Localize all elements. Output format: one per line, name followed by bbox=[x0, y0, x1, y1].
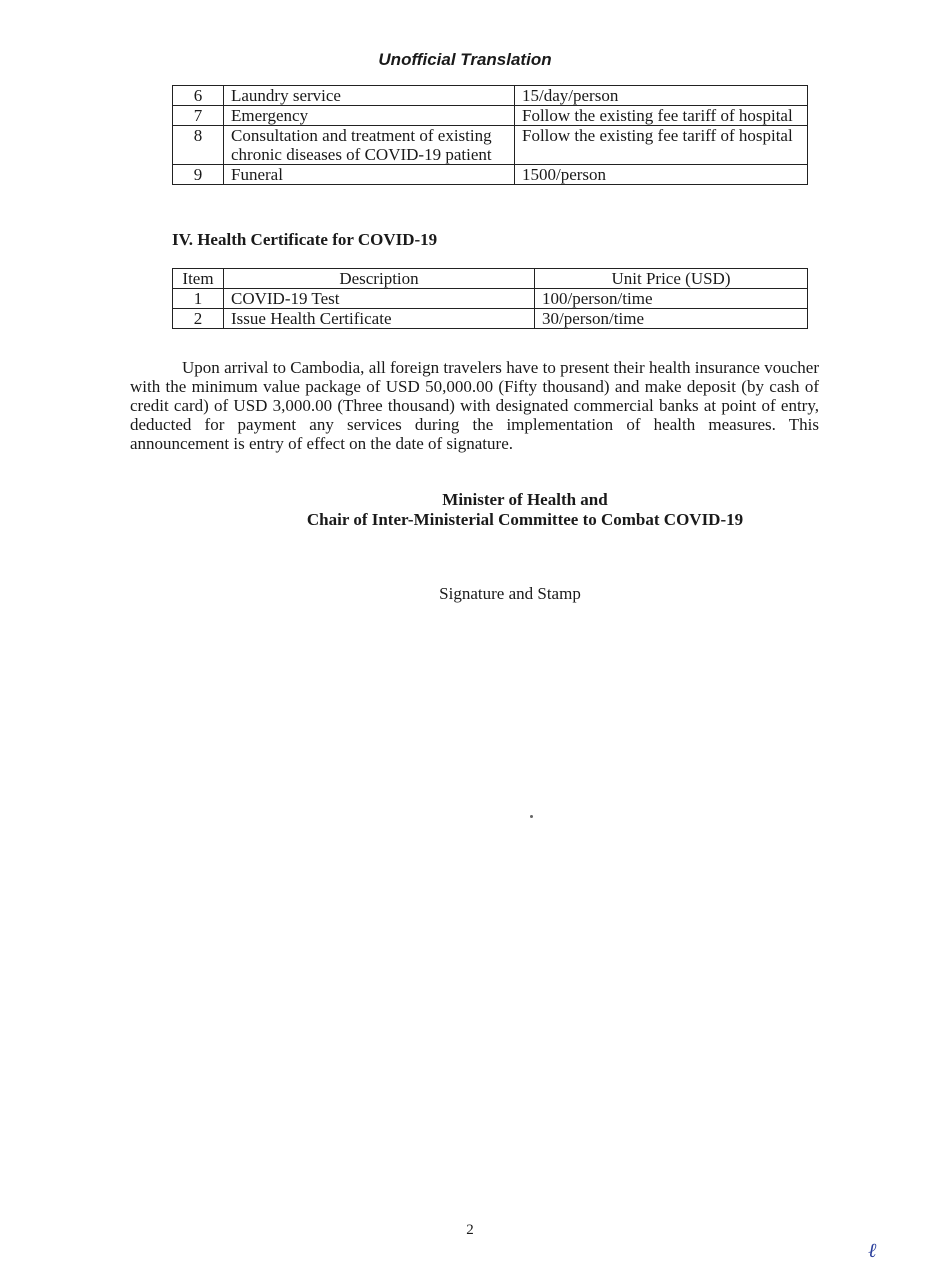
scan-speck bbox=[530, 815, 533, 818]
signatory-line-1: Minister of Health and bbox=[442, 490, 608, 509]
column-header-unit-price: Unit Price (USD) bbox=[535, 269, 808, 289]
item-description: Laundry service bbox=[224, 86, 515, 106]
signatory-title bbox=[240, 490, 810, 530]
section-heading: IV. Health Certificate for COVID-19 bbox=[172, 230, 438, 249]
item-number: 1 bbox=[173, 289, 224, 309]
item-number: 2 bbox=[173, 309, 224, 329]
item-number: 6 bbox=[173, 86, 224, 106]
item-price: Follow the existing fee tariff of hospital bbox=[515, 106, 808, 126]
item-price: 100/person/time bbox=[535, 289, 808, 309]
item-price: 30/person/time bbox=[535, 309, 808, 329]
item-price: 1500/person bbox=[515, 165, 808, 185]
item-description: COVID-19 Test bbox=[224, 289, 535, 309]
item-description: Funeral bbox=[224, 165, 515, 185]
column-header-description: Description bbox=[224, 269, 535, 289]
table-header-row bbox=[173, 269, 808, 289]
item-number: 8 bbox=[173, 126, 224, 165]
item-description: Emergency bbox=[224, 106, 515, 126]
column-header-item: Item bbox=[173, 269, 224, 289]
table-row bbox=[173, 309, 808, 329]
document-header: Unofficial Translation bbox=[378, 50, 552, 69]
table-row bbox=[173, 126, 808, 165]
item-number: 9 bbox=[173, 165, 224, 185]
announcement-paragraph: Upon arrival to Cambodia, all foreign travelers have to present their health insurance voucher with the minimum value package of USD 50,000.00 (Fifty thousand) and make deposit (by cash of credit card) of USD 3,000.00 (Three thousand) with designated commercial banks at point of entry, deducted for payment any services during the implementation of health measures. This announcement is entry of effect on the date of signature. bbox=[130, 358, 819, 453]
health-certificate-table bbox=[172, 268, 808, 329]
item-description: Consultation and treatment of existing chronic diseases of COVID-19 patient bbox=[224, 126, 515, 165]
table-row bbox=[173, 289, 808, 309]
signatory-line-2: Chair of Inter-Ministerial Committee to Combat COVID-19 bbox=[306, 510, 744, 529]
item-number: 7 bbox=[173, 106, 224, 126]
table-row bbox=[173, 165, 808, 185]
item-description: Issue Health Certificate bbox=[224, 309, 535, 329]
page-number: 2 bbox=[466, 1222, 474, 1238]
item-price: Follow the existing fee tariff of hospital bbox=[515, 126, 808, 165]
signature-and-stamp: Signature and Stamp bbox=[439, 584, 581, 603]
table-row bbox=[173, 106, 808, 126]
fee-table bbox=[172, 85, 808, 185]
item-price: 15/day/person bbox=[515, 86, 808, 106]
table-row bbox=[173, 86, 808, 106]
handwritten-initial: ℓ bbox=[868, 1238, 877, 1262]
